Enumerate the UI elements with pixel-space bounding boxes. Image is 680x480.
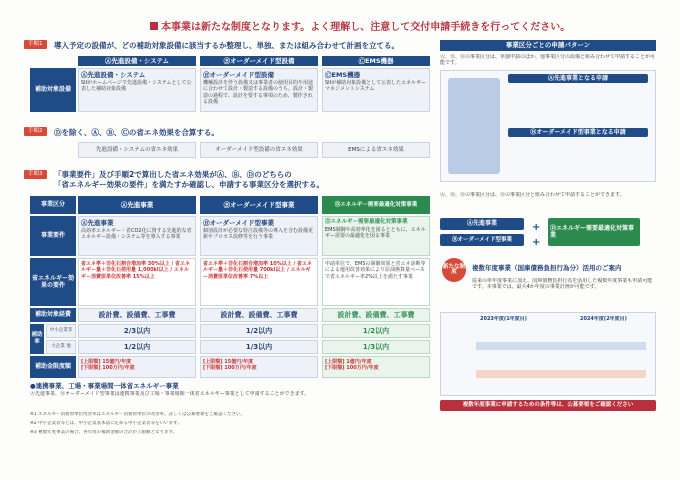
step1-col-a-card	[78, 68, 196, 112]
renkei-body: Ⓐ先進事業、Ⓑオーダーメイド型事業は連携事業及び工場・事業場間一体省エネルギー事業として申請することができます。	[30, 391, 310, 397]
plus-icon-1: +	[532, 222, 541, 233]
rate-d-large: 1/3以内	[322, 340, 430, 354]
puzzle-icon	[448, 78, 500, 174]
youken-d-title: Ⓓエネルギー需要最適化対策事業	[325, 219, 408, 225]
limit-b-upper: [上限額] 15億円/年度	[203, 359, 254, 365]
kubun-b: Ⓑオーダーメイド型事業	[200, 196, 318, 214]
footnote-3: ※3 複数年度事業の場合、各年度の補助金額の合計が上限額となります。	[30, 430, 178, 435]
youken-b-title: Ⓑオーダーメイド型事業	[203, 219, 275, 227]
youken-a-title: Ⓐ先進事業	[81, 219, 114, 227]
step1-col-a-head: Ⓐ先進設備・システム	[78, 56, 196, 66]
bottom-bar: 複数年度事業に申請するための条件等は、公募要領をご確認ください	[440, 400, 656, 411]
step2-tag: 手順2	[24, 127, 47, 136]
kubun-d: Ⓓエネルギー需要最適化対策事業	[322, 196, 430, 214]
timeline-box	[440, 312, 656, 396]
step1-label: 補助対象設備	[30, 68, 76, 112]
label-limit: 補助金限度額	[30, 356, 76, 378]
youken-a	[78, 216, 196, 256]
timeline-bar-2	[476, 370, 646, 378]
step2-heading: Ⓓを除く、Ⓐ、Ⓑ、Ⓒの省エネ効果を合算する。	[54, 128, 219, 137]
step1-col-a-title: Ⓐ先進設備・システム	[81, 71, 146, 79]
rate-a-large: 1/2以内	[78, 340, 196, 354]
timeline-bar-1	[476, 342, 646, 350]
effect-d	[322, 258, 430, 306]
label-rate: 補助率	[30, 324, 44, 354]
limit-d-lower: [下限額] 100万円/年度	[325, 365, 379, 372]
step2-section	[24, 127, 436, 141]
timeline-year1: 2023年度(1年度目)	[480, 316, 527, 322]
step2-effect-a: 先進設備・システムの省エネ効果	[78, 142, 196, 158]
youken-d-body: EMS制御や高効率化を図るとともに、エネルギー需要の最適化を図る事業	[325, 226, 426, 240]
limit-b	[200, 356, 318, 378]
rate-d-sme: 1/2以内	[322, 324, 430, 338]
youken-d	[322, 216, 430, 256]
limit-b-lower: [下限額] 100万円/年度	[203, 365, 257, 372]
hojo-a: 設計費、設備費、工事費	[78, 308, 196, 322]
limit-a-lower: [下限額] 100万円/年度	[81, 365, 135, 372]
multi-body: 従来の単年度事業に加え、国庫債務負担行為を活用した複数年度事業も申請可能です。本事業では、最大4か年度の事業計画が可能です。	[472, 278, 653, 291]
effect-d-text: 申請単位で、EMSの制御効果と省エネ診断等による運用改善効果により原油換算量ベースで省エネルギー率2%以上を満たす事業	[325, 261, 426, 280]
rate-b-sme: 1/2以内	[200, 324, 318, 338]
step1-col-a-body: SIIがホームページで先進設備・システムとして公表した補助対象設備	[81, 80, 192, 93]
pattern-body: Ⓐ、Ⓑ、Ⓓの事業区分は、単独申請のほか、他事業区分の設備と組み合わせて申請することが可能です。	[440, 54, 656, 67]
step1-heading: 導入予定の設備が、どの補助対象設備に該当するか整理し、単独、または組み合わせて計画を立てる。	[54, 41, 399, 50]
label-hojo: 補助対象経費	[30, 308, 76, 322]
timeline-year2: 2024年度(2年度目)	[580, 316, 627, 322]
step1-col-b-body: 機械設計を伴う設備又は事業者の使用目的や用途に合わせて設計・製造する設備のうち、設計・製造の過程で、設計を要する事項のため、製作される設備	[203, 80, 314, 105]
label-effect: 省エネルギー効果の要件	[30, 258, 76, 306]
limit-d	[322, 356, 430, 378]
pattern-a-pill: Ⓐ先進事業となる申請	[508, 74, 648, 83]
youken-b-body: 個別設計が必要な特注設備等の導入を含む設備更新やプロセス改修等を行う事業	[203, 228, 314, 241]
step1-col-c-card	[322, 68, 430, 112]
combo-b-pill: Ⓑオーダーメイド型事業	[440, 234, 524, 246]
limit-d-upper: [上限額] 1億円/年度	[325, 359, 372, 365]
combo-note: Ⓐ、Ⓑ、Ⓓの事業区分は、Ⓓの事業区分と組み合わせて申請することができます。	[440, 192, 625, 198]
kubun-a: Ⓐ先進事業	[78, 196, 196, 214]
rate-sub-large: 大企業 他	[46, 340, 76, 354]
step1-tag: 手順1	[24, 40, 47, 49]
pattern-b-pill: Ⓑオーダーメイド型事業となる申請	[508, 128, 648, 137]
banner-title: 本事業は新たな制度となります。よく理解し、注意して交付申請手続きを行ってください。	[150, 22, 550, 36]
label-kubun: 事業区分	[30, 196, 76, 214]
effect-b-text: 省エネ率＋非化石割合増加率 10%以上 / 省エネルギー量＋非化石使用量 700kl以上 / エネルギー消費原単位改善率 7%以上	[203, 261, 313, 280]
hojo-b: 設計費、設備費、工事費	[200, 308, 318, 322]
step2-effect-b: オーダーメイド型設備の省エネ効果	[200, 142, 318, 158]
step1-col-c-head: ⒸEMS機器	[322, 56, 430, 66]
banner-square-icon	[150, 22, 158, 30]
effect-a-text: 省エネ率＋非化石割合増加率 30%以上 / 省エネルギー量＋非化石使用量 1,000kl以上 / エネルギー消費原単位改善率 15%以上	[81, 261, 191, 280]
footnote-2: ※2 中小企業者等とは、中小企業基本法に定める中小企業者等をいいます。	[30, 421, 182, 426]
limit-a	[78, 356, 196, 378]
plus-icon-2: +	[532, 237, 541, 248]
rate-a-sme: 2/3以内	[78, 324, 196, 338]
step3-section	[24, 170, 436, 194]
renkei-title: ●連携事業、工場・事業場間一体省エネルギー事業	[30, 382, 179, 390]
label-youken: 事業要件	[30, 216, 76, 256]
step2-effect-c: EMSによる省エネ効果	[322, 142, 430, 158]
step1-col-c-title: ⒸEMS機器	[325, 71, 361, 79]
combo-d-pill: Ⓓエネルギー需要最適化対策事業	[548, 218, 640, 246]
step3-tag: 手順3	[24, 170, 47, 179]
step3-heading-line1: 「事業要件」及び手順2で算出した省エネ効果がⒶ、Ⓑ、Ⓓのどちらの	[54, 170, 292, 179]
step1-col-b-card	[200, 68, 318, 112]
multi-head: 複数年度事業（国庫債務負担行為分）活用のご案内	[472, 264, 622, 272]
pattern-head: 事業区分ごとの申請パターン	[440, 40, 656, 51]
rate-sub-sme: 中小企業等	[46, 324, 76, 338]
combo-a-pill: Ⓐ先進事業	[440, 218, 524, 230]
effect-b	[200, 258, 318, 306]
effect-a	[78, 258, 196, 306]
youken-b	[200, 216, 318, 256]
rate-b-large: 1/3以内	[200, 340, 318, 354]
step1-col-b-title: Ⓑオーダーメイド型設備	[203, 71, 275, 79]
step3-heading-line2: 「省エネルギー効果の要件」を満たすか確認し、申請する事業区分を選択する。	[54, 180, 324, 189]
hojo-d: 設計費、設備費、工事費	[322, 308, 430, 322]
step1-col-c-body: SIIが補助対象設備として公表したエネルギーマネジメントシステム	[325, 80, 427, 93]
limit-a-upper: [上限額] 15億円/年度	[81, 359, 132, 365]
footnote-1: ※1 エネルギー消費原単位改善率はエネルギー消費原単位の改善率。詳しくは公募要領をご確認ください。	[30, 412, 246, 417]
new-badge: 新たな制度	[442, 258, 466, 282]
youken-a-body: 高効率エネルギー・省CO2化に資する先進的な省エネルギー設備・システム等を導入する事業	[81, 228, 192, 241]
step1-col-b-head: Ⓑオーダーメイド型設備	[200, 56, 318, 66]
